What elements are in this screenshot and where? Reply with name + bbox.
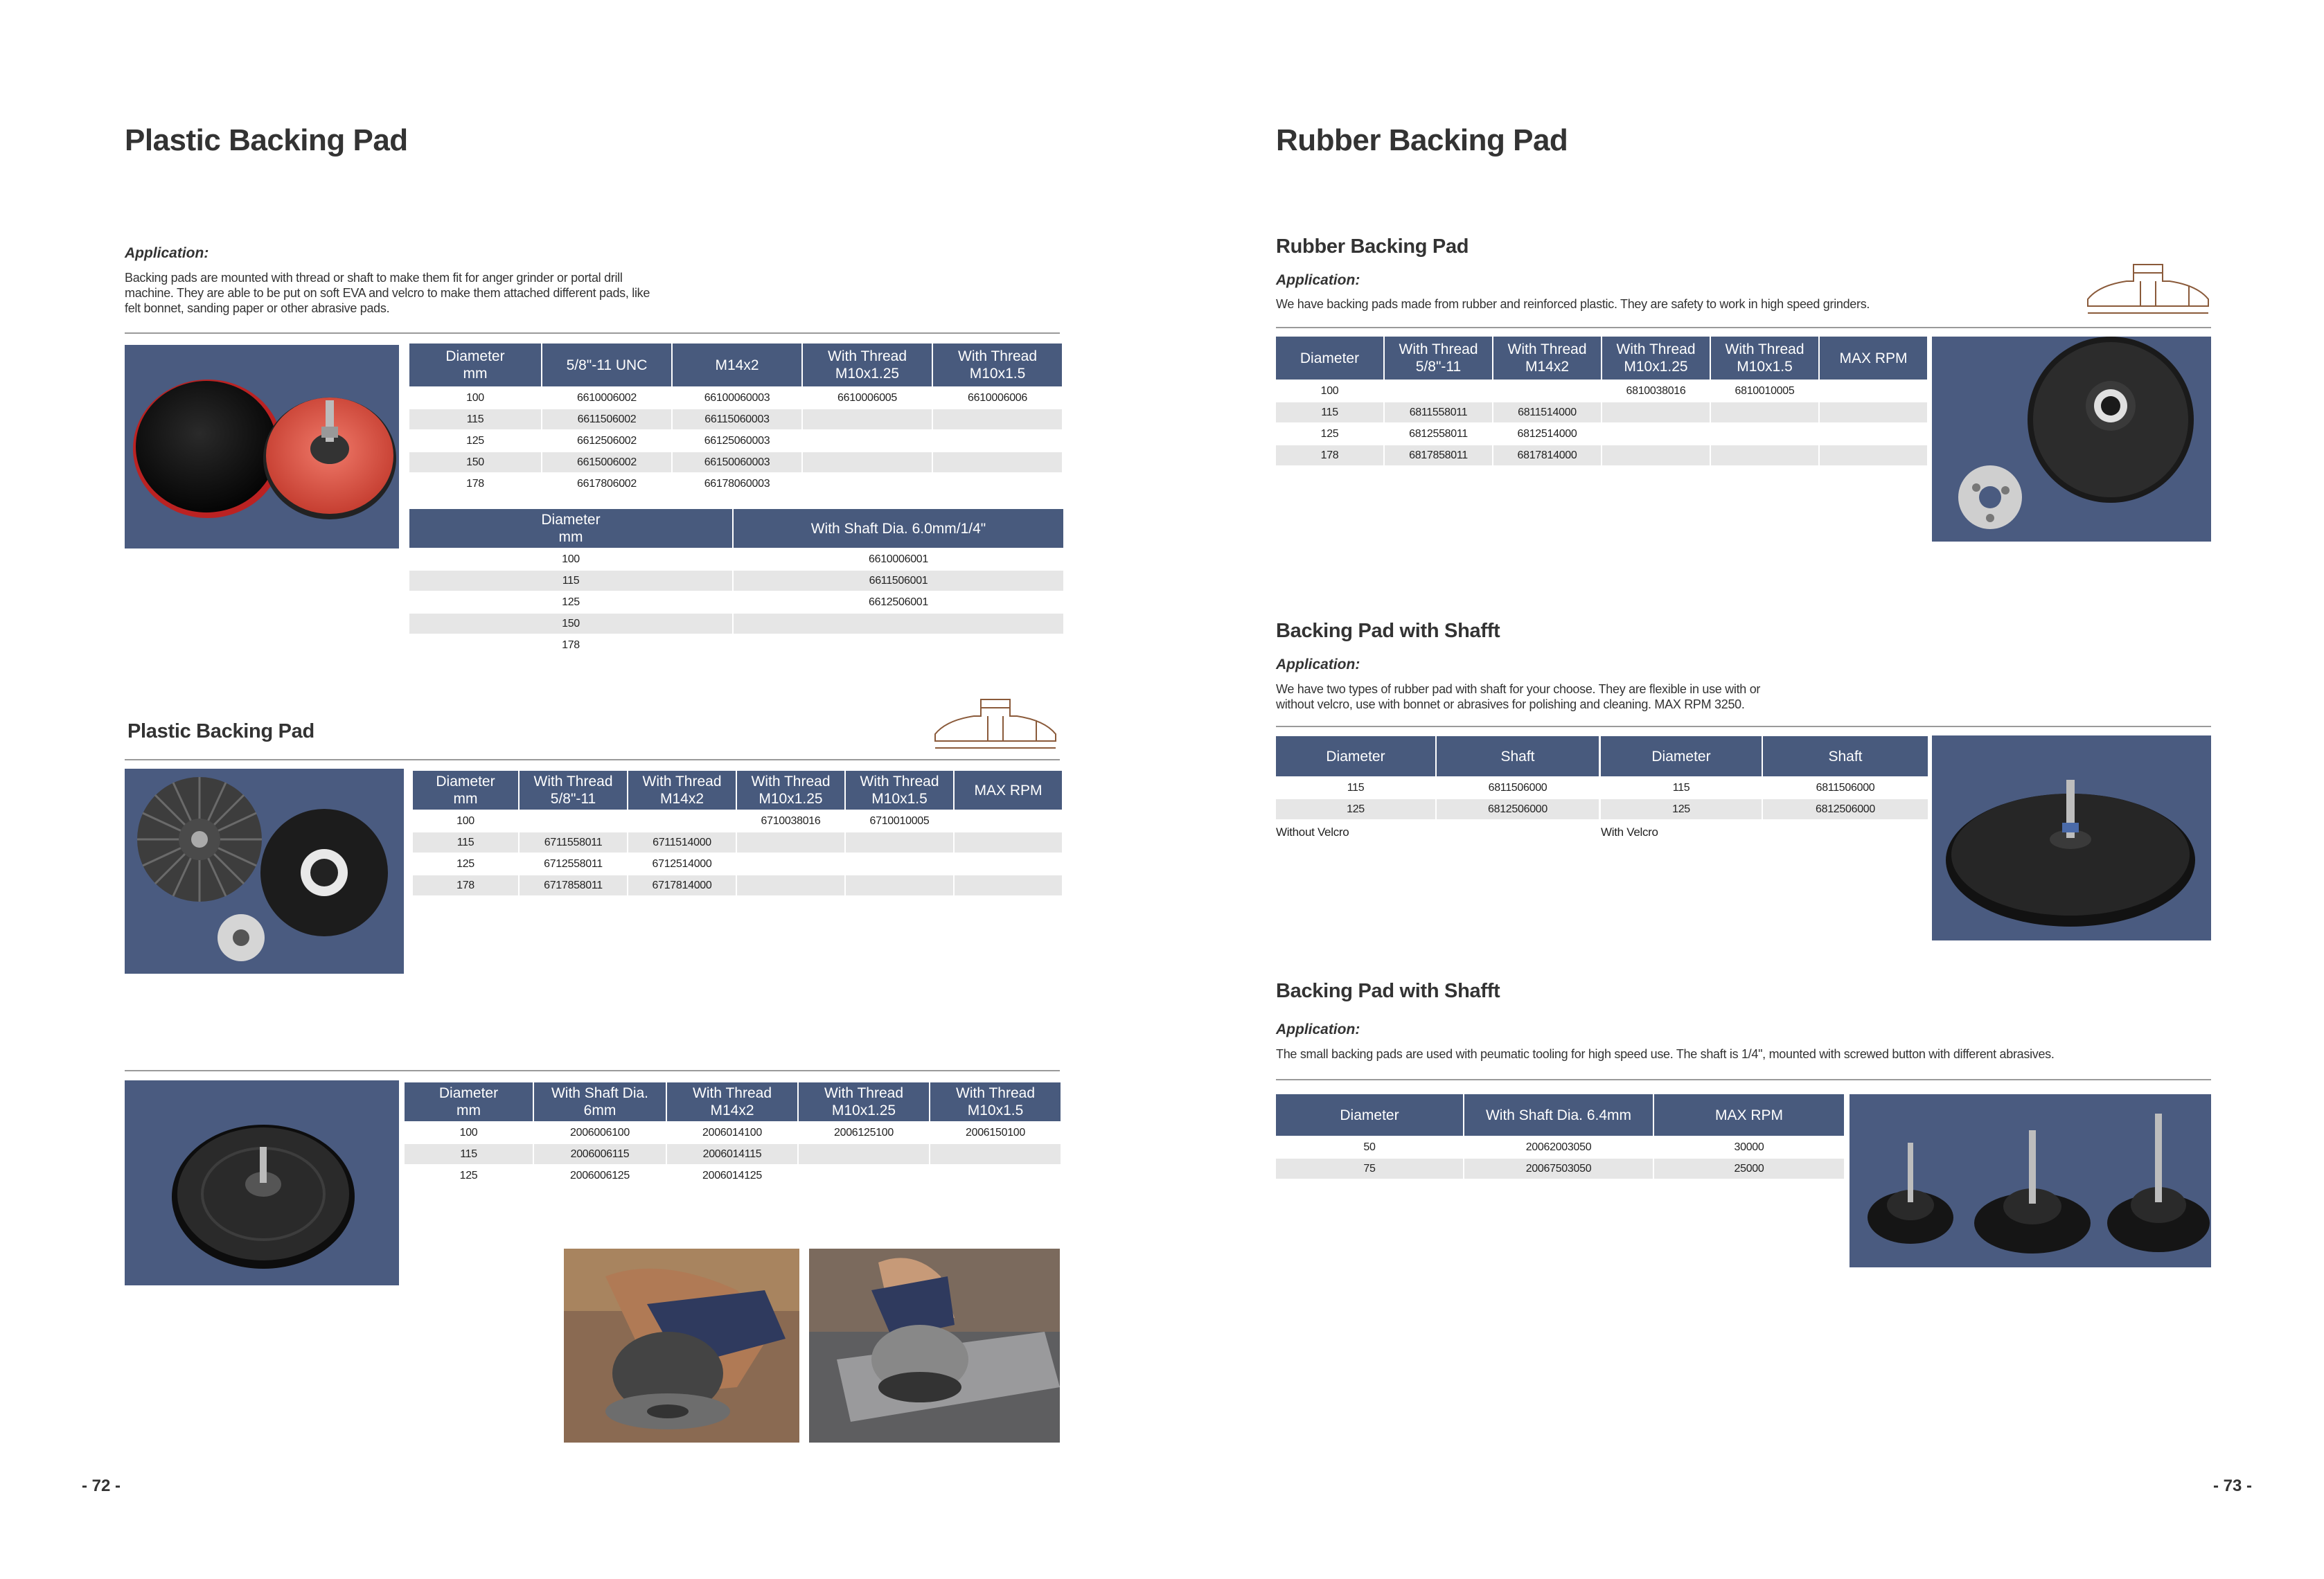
plastic-backing-pad-photo bbox=[125, 769, 404, 974]
plastic-pad-shaft-thread-table bbox=[403, 1081, 1062, 1187]
column-header: With Thread 5/8"-11 bbox=[520, 771, 627, 810]
page-number-right: - 73 - bbox=[2213, 1477, 2253, 1495]
table-row: 150 bbox=[409, 614, 1063, 634]
column-header: Diameter mm bbox=[405, 1082, 533, 1121]
divider bbox=[1276, 726, 2211, 727]
table-row: 115 6611506001 bbox=[409, 571, 1063, 591]
column-header: With Shaft Dia. 6.0mm/1/4" bbox=[734, 509, 1063, 548]
table-row: 100 6610006001 bbox=[409, 549, 1063, 569]
table-row: 100 2006006100 2006014100 2006125100 2006150100 bbox=[405, 1123, 1061, 1143]
table-row: 115 2006006115 2006014115 bbox=[405, 1144, 1061, 1164]
column-header: With Shaft Dia. 6.4mm bbox=[1464, 1094, 1653, 1136]
column-header: MAX RPM bbox=[1820, 337, 1927, 380]
application-text: The small backing pads are used with peumatic tooling for high speed use. The shaft is 1/4", mounted with screwed button with different abrasives. bbox=[1276, 1047, 2055, 1061]
section-title: Plastic Backing Pad bbox=[127, 720, 314, 742]
table-row: 150 6615006002 66150060003 bbox=[409, 452, 1062, 472]
table-row: 100 6710038016 6710010005 bbox=[413, 811, 1062, 831]
divider bbox=[1276, 1079, 2211, 1080]
plastic-pad-shaft-table bbox=[408, 508, 1065, 657]
shaft-pad-with-velcro-table bbox=[1599, 735, 1929, 821]
shaft-pad-without-velcro-table bbox=[1275, 735, 1600, 821]
table-row: 178 bbox=[409, 635, 1063, 655]
table-row: 125 6712558011 6712514000 bbox=[413, 854, 1062, 874]
table-note: With Velcro bbox=[1601, 826, 1658, 839]
column-header: Shaft bbox=[1437, 736, 1599, 776]
application-line: without velcro, use with bonnet or abrasives for polishing and cleaning. MAX RPM 3250. bbox=[1276, 697, 1745, 711]
divider bbox=[1276, 327, 2211, 328]
application-line: felt bonnet, sanding paper or other abrasive pads. bbox=[125, 301, 390, 315]
column-header: With Thread M10x1.25 bbox=[737, 771, 844, 810]
column-header: With Thread M14x2 bbox=[667, 1082, 797, 1121]
table-row: 125 6612506001 bbox=[409, 592, 1063, 612]
column-header: With Thread M10x1.5 bbox=[930, 1082, 1061, 1121]
table-row: 125 6812558011 6812514000 bbox=[1276, 424, 1927, 444]
column-header: Diameter bbox=[1276, 736, 1435, 776]
column-header: Diameter bbox=[1601, 736, 1762, 776]
table-row: 115 6811506000 bbox=[1276, 778, 1599, 798]
column-header: With Thread M10x1.5 bbox=[1711, 337, 1818, 380]
table-row: 115 6811506000 bbox=[1601, 778, 1928, 798]
table-row: 50 20062003050 30000 bbox=[1276, 1137, 1844, 1157]
column-header: With Shaft Dia. 6mm bbox=[534, 1082, 666, 1121]
application-text bbox=[1276, 681, 1899, 712]
plastic-pad-thread-rpm-table bbox=[411, 769, 1063, 897]
table-row: 115 6811558011 6811514000 bbox=[1276, 402, 1927, 422]
column-header: With Thread M14x2 bbox=[1493, 337, 1601, 380]
shaft-backing-pad-photo bbox=[1932, 735, 2211, 940]
column-header: Diameter mm bbox=[409, 344, 541, 386]
table-row: 178 6817858011 6817814000 bbox=[1276, 445, 1927, 465]
section-title: Backing Pad with Shafft bbox=[1276, 620, 1500, 642]
section-title: Rubber Backing Pad bbox=[1276, 235, 1469, 258]
backing-pad-cross-section-diagram bbox=[2085, 258, 2211, 317]
rubber-pad-thread-table bbox=[1275, 335, 1928, 467]
table-row: 100 6810038016 6810010005 bbox=[1276, 381, 1927, 401]
application-text: We have backing pads made from rubber and reinforced plastic. They are safety to work in high speed grinders. bbox=[1276, 297, 1870, 311]
column-header: Diameter bbox=[1276, 337, 1383, 380]
page-number-left: - 72 - bbox=[82, 1477, 121, 1495]
column-header: Diameter mm bbox=[409, 509, 732, 548]
column-header: MAX RPM bbox=[1654, 1094, 1844, 1136]
column-header: With Thread M10x1.5 bbox=[846, 771, 953, 810]
application-label: Application: bbox=[1276, 272, 1360, 288]
column-header: With Thread M10x1.25 bbox=[803, 344, 932, 386]
red-velcro-backing-pad-photo bbox=[125, 345, 399, 548]
application-label: Application: bbox=[1276, 657, 1360, 672]
polishing-usage-photo bbox=[809, 1249, 1060, 1443]
column-header: M14x2 bbox=[673, 344, 801, 386]
column-header: Diameter mm bbox=[413, 771, 518, 810]
table-note: Without Velcro bbox=[1276, 826, 1349, 839]
small-shaft-pad-table bbox=[1275, 1093, 1845, 1180]
column-header: With Thread 5/8"-11 bbox=[1385, 337, 1492, 380]
application-line: We have two types of rubber pad with shaft for your choose. They are flexible in use with or bbox=[1276, 682, 1761, 696]
plastic-pad-thread-table bbox=[408, 342, 1063, 495]
table-row: 125 6812506000 bbox=[1276, 799, 1599, 819]
rubber-backing-pad-photo bbox=[1932, 337, 2211, 542]
application-line: machine. They are able to be put on soft EVA and velcro to make them attached different pads, like bbox=[125, 286, 650, 300]
column-header: With Thread M10x1.5 bbox=[933, 344, 1062, 386]
column-header: MAX RPM bbox=[955, 771, 1062, 810]
black-backing-pad-photo bbox=[125, 1080, 399, 1285]
table-row: 75 20067503050 25000 bbox=[1276, 1159, 1844, 1179]
column-header: With Thread M10x1.25 bbox=[1602, 337, 1710, 380]
page-title-left: Plastic Backing Pad bbox=[125, 123, 408, 157]
column-header: With Thread M10x1.25 bbox=[799, 1082, 929, 1121]
table-row: 178 6617806002 66178060003 bbox=[409, 474, 1062, 494]
table-row: 125 2006006125 2006014125 bbox=[405, 1166, 1061, 1186]
divider bbox=[125, 1070, 1060, 1071]
column-header: Diameter bbox=[1276, 1094, 1463, 1136]
table-row: 178 6717858011 6717814000 bbox=[413, 875, 1062, 895]
application-text bbox=[125, 270, 748, 316]
column-header: With Thread M14x2 bbox=[628, 771, 736, 810]
column-header: 5/8"-11 UNC bbox=[542, 344, 671, 386]
divider bbox=[125, 332, 1060, 334]
backing-pad-cross-section-diagram bbox=[932, 693, 1058, 752]
application-line: Backing pads are mounted with thread or shaft to make them fit for anger grinder or portal drill bbox=[125, 271, 623, 285]
application-label: Application: bbox=[125, 245, 209, 261]
table-row: 115 6711558011 6711514000 bbox=[413, 832, 1062, 853]
small-shaft-pads-photo bbox=[1850, 1094, 2211, 1267]
table-row: 115 6611506002 66115060003 bbox=[409, 409, 1062, 429]
page-title-right: Rubber Backing Pad bbox=[1276, 123, 1568, 157]
divider bbox=[125, 759, 1060, 760]
section-title: Backing Pad with Shafft bbox=[1276, 980, 1500, 1002]
table-row: 125 6612506002 66125060003 bbox=[409, 431, 1062, 451]
column-header: Shaft bbox=[1763, 736, 1928, 776]
table-row: 125 6812506000 bbox=[1601, 799, 1928, 819]
drill-usage-photo bbox=[564, 1249, 799, 1443]
application-label: Application: bbox=[1276, 1022, 1360, 1037]
table-row: 100 6610006002 66100060003 6610006005 6610006006 bbox=[409, 388, 1062, 408]
